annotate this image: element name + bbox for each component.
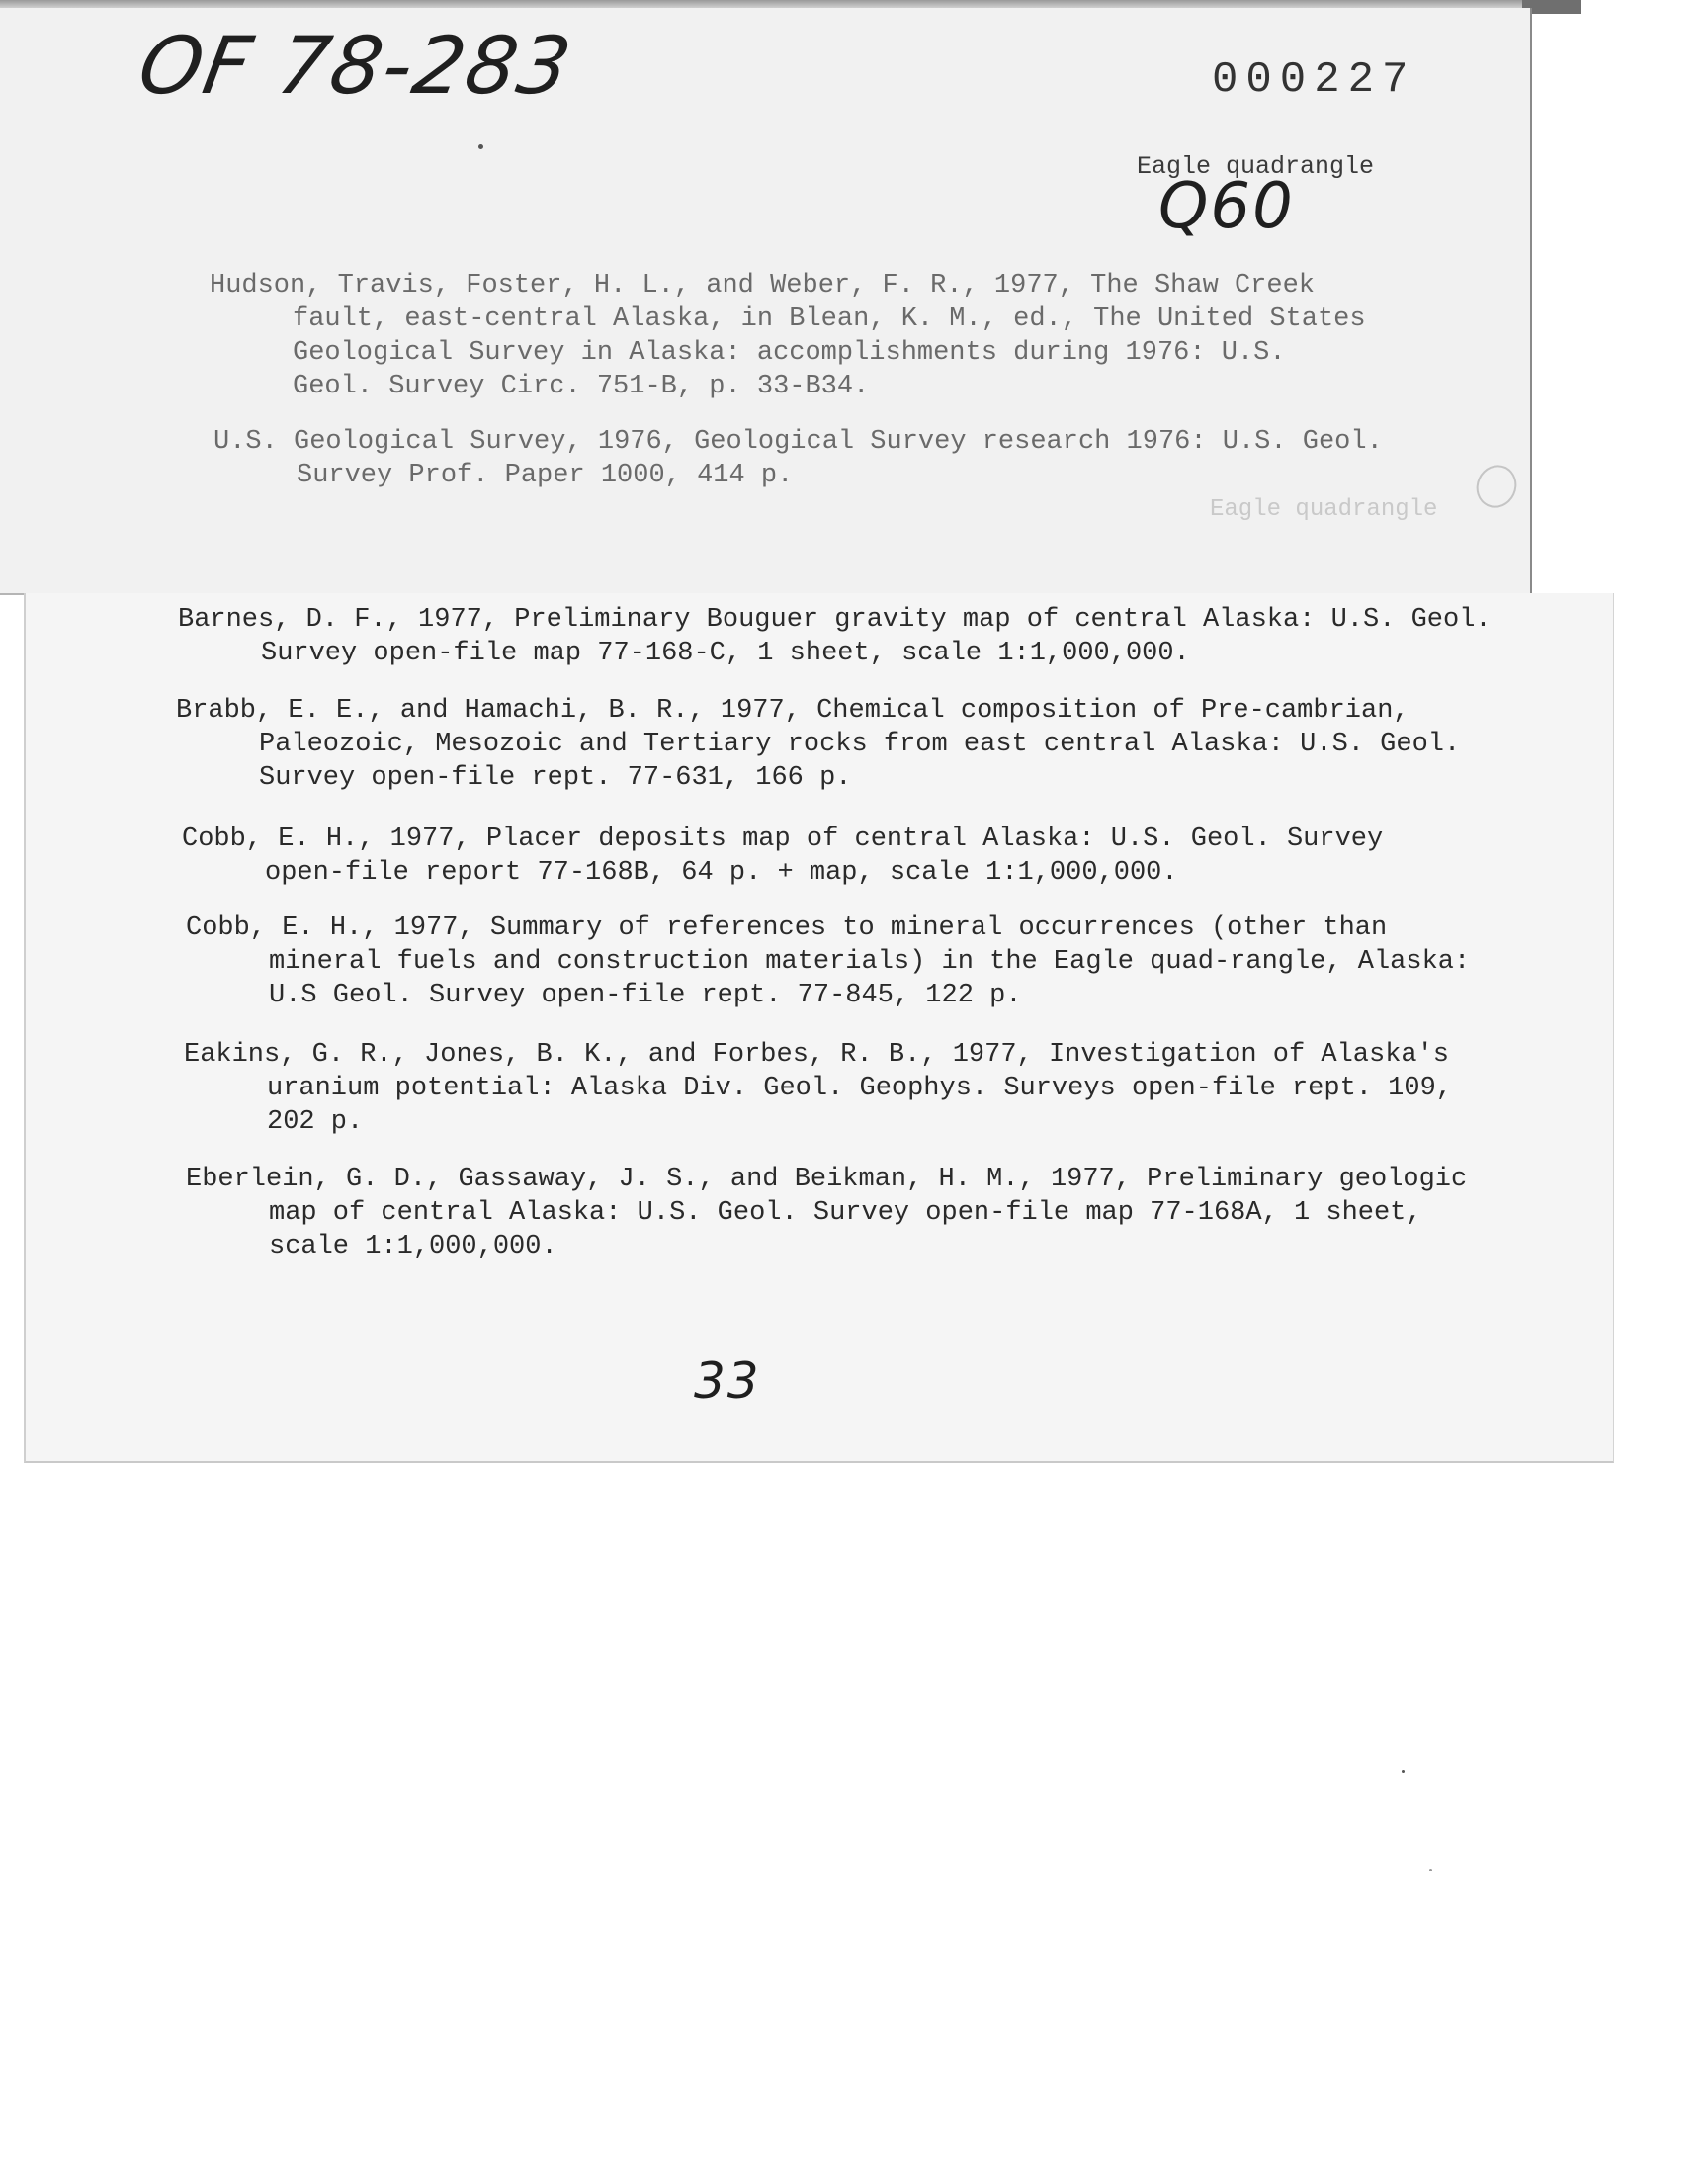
stamp-number: 000227 bbox=[1212, 55, 1416, 105]
faded-quadrangle-label: Eagle quadrangle bbox=[1210, 496, 1438, 523]
quadrangle-label: Eagle quadrangle bbox=[1137, 152, 1375, 181]
scan-speck bbox=[1429, 1869, 1432, 1871]
scan-speck bbox=[478, 144, 483, 149]
reference-brabb: Brabb, E. E., and Hamachi, B. R., 1977, Chemical composition of Pre-cambrian, Paleozoic, Mesozoic and Tertiary rocks from east central Alaska: U.S. Geol. Survey open-file rept. 77-631, 166 p. bbox=[176, 696, 1461, 793]
handwritten-file-number: OF 78-283 bbox=[131, 20, 579, 112]
reference-eberlein: Eberlein, G. D., Gassaway, J. S., and Beikman, H. M., 1977, Preliminary geologic map of central Alaska: U.S. Geol. Survey open-file map 77-168A, 1 sheet, scale 1:1,000,000. bbox=[186, 1165, 1468, 1262]
reference-eakins: Eakins, G. R., Jones, B. K., and Forbes, R. B., 1977, Investigation of Alaska's uranium potential: Alaska Div. Geol. Geophys. Surveys open-file rept. 109, 202 p. bbox=[184, 1040, 1452, 1137]
handwritten-quadrangle-code: Q60 bbox=[1158, 170, 1295, 243]
handwritten-page-number: 33 bbox=[694, 1352, 761, 1410]
scan-speck bbox=[1402, 1770, 1405, 1773]
reference-hudson: Hudson, Travis, Foster, H. L., and Weber, F. R., 1977, The Shaw Creek fault, east-central Alaska, in Blean, K. M., ed., The United States Geological Survey in Alaska: accomplishments during 1976: U.S. Geol. Survey Circ. 751-B, p. 33-B34. bbox=[210, 271, 1366, 401]
reference-barnes: Barnes, D. F., 1977, Preliminary Bouguer gravity map of central Alaska: U.S. Geol. Survey open-file map 77-168-C, 1 sheet, scale 1:1,000,000. bbox=[178, 605, 1492, 668]
reference-cobb-summary: Cobb, E. H., 1977, Summary of references to mineral occurrences (other than mineral fuels and construction materials) in the Eagle quad-rangle, Alaska: U.S Geol. Survey open-file rept. 77-845, 122 p. bbox=[186, 914, 1471, 1010]
reference-usgs-research: U.S. Geological Survey, 1976, Geological Survey research 1976: U.S. Geol. Survey Prof. Paper 1000, 414 p. bbox=[214, 427, 1383, 490]
reference-cobb-placer: Cobb, E. H., 1977, Placer deposits map of central Alaska: U.S. Geol. Survey open-file report 77-168B, 64 p. + map, scale 1:1,000,000. bbox=[182, 825, 1384, 888]
